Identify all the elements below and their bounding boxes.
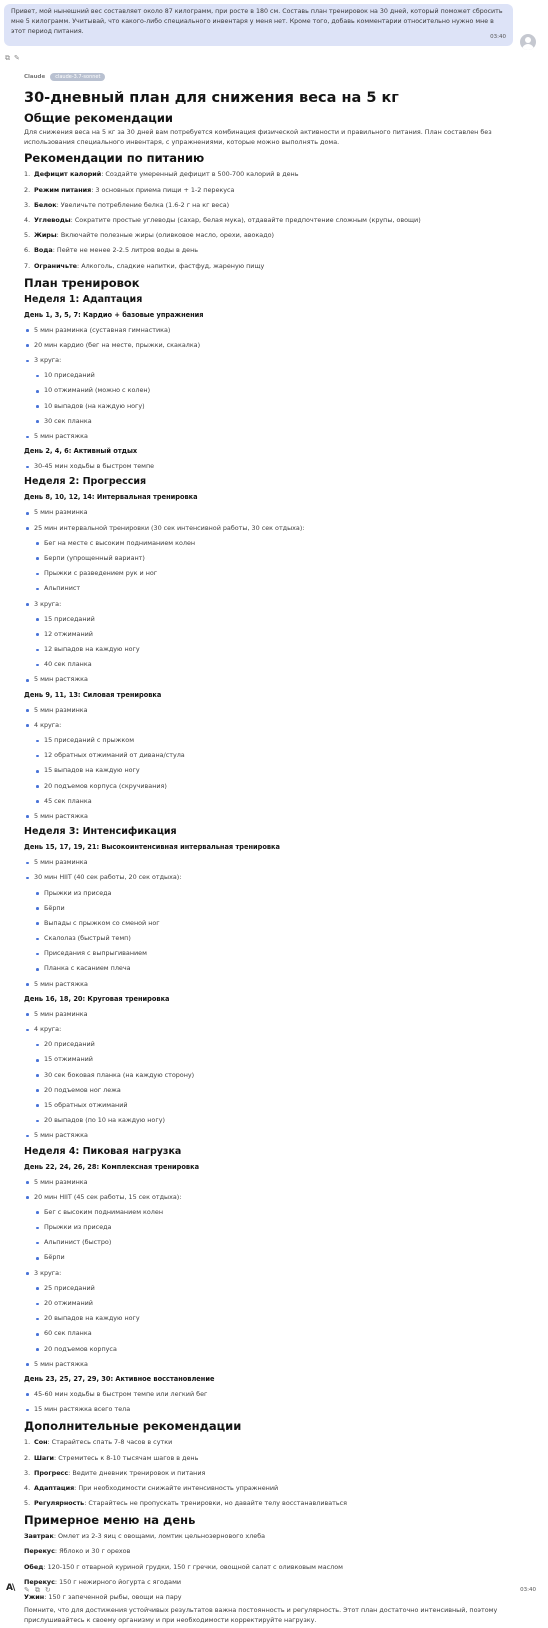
sub-list-item: 10 выпадов (на каждую ногу) bbox=[24, 399, 534, 414]
list-item: 3 круга: bbox=[24, 1266, 534, 1281]
item-key: Белок bbox=[34, 200, 57, 209]
item-key: Регулярность bbox=[34, 1499, 85, 1508]
user-message-actions bbox=[5, 54, 20, 63]
extra-item bbox=[24, 1481, 534, 1496]
copy-icon[interactable]: ⧉ bbox=[34, 1586, 40, 1594]
item-value: : Алкоголь, сладкие напитки, фастфуд, жареную пищу bbox=[77, 261, 265, 270]
assistant-name: Claude bbox=[24, 74, 46, 80]
nutrition-item bbox=[24, 259, 534, 274]
list-item: 4 круга: bbox=[24, 1022, 534, 1037]
item-value: : Старайтесь спать 7-8 часов в сутки bbox=[47, 1438, 173, 1447]
sub-list-item: Берпи (упрощенный вариант) bbox=[24, 551, 534, 566]
day-heading: День 2, 4, 6: Активный отдых bbox=[24, 447, 138, 456]
item-value: : Яблоко и 30 г орехов bbox=[54, 1547, 131, 1556]
general-heading: Общие рекомендации bbox=[24, 111, 173, 125]
item-value: : Ведите дневник тренировок и питания bbox=[68, 1468, 206, 1477]
menu-item bbox=[24, 1544, 534, 1559]
sub-list-item: 12 обратных отжиманий от дивана/стула bbox=[24, 748, 534, 763]
list-item: 5 мин разминка bbox=[24, 703, 534, 718]
day-heading: День 22, 24, 26, 28: Комплексная тренировка bbox=[24, 1162, 200, 1171]
week-heading: Неделя 3: Интенсификация bbox=[24, 826, 177, 838]
nutrition-item bbox=[24, 183, 534, 198]
nutrition-item bbox=[24, 167, 534, 182]
extra-item bbox=[24, 1451, 534, 1466]
sub-list-item: 30 сек боковая планка (на каждую сторону) bbox=[24, 1068, 534, 1083]
day-heading: День 16, 18, 20: Круговая тренировка bbox=[24, 994, 170, 1003]
sub-list-item: Альпинист (быстро) bbox=[24, 1235, 534, 1250]
sub-list-item: Прыжки с разведением рук и ног bbox=[24, 566, 534, 581]
item-key: Обед bbox=[24, 1562, 44, 1571]
day-heading: День 9, 11, 13: Силовая тренировка bbox=[24, 690, 162, 699]
list-item: 5 мин разминка bbox=[24, 1175, 534, 1190]
sub-list-item: 10 отжиманий (можно с колен) bbox=[24, 383, 534, 398]
extra-item bbox=[24, 1496, 534, 1511]
list-item: 30-45 мин ходьбы в быстром темпе bbox=[24, 459, 534, 474]
list-number: 3. bbox=[24, 200, 31, 209]
nutrition-item bbox=[24, 213, 534, 228]
page-title: 30-дневный план для снижения веса на 5 кг bbox=[24, 90, 399, 106]
item-key: Перекус bbox=[24, 1577, 55, 1586]
sub-list-item: Приседания с выпрыгиванием bbox=[24, 946, 534, 961]
sub-list-item: 20 подъемов ног лежа bbox=[24, 1083, 534, 1098]
item-key: Жиры bbox=[34, 231, 57, 240]
regenerate-icon[interactable]: ↻ bbox=[44, 1586, 51, 1594]
sub-list-item: 12 выпадов на каждую ногу bbox=[24, 642, 534, 657]
sub-list-item: 20 отжиманий bbox=[24, 1296, 534, 1311]
list-item: 20 мин HIIT (45 сек работы, 15 сек отдыха): bbox=[24, 1190, 534, 1205]
sub-list-item: 20 подъемов корпуса bbox=[24, 1342, 534, 1357]
sub-list-item: 30 сек планка bbox=[24, 414, 534, 429]
list-number: 5. bbox=[24, 231, 31, 240]
model-badge: claude-3.7-sonnet bbox=[50, 73, 105, 81]
nutrition-heading: Рекомендации по питанию bbox=[24, 151, 205, 166]
list-item: 5 мин разминка bbox=[24, 505, 534, 520]
item-value: : Стремитесь к 8-10 тысячам шагов в день bbox=[54, 1453, 199, 1462]
item-key: Сон bbox=[34, 1438, 48, 1447]
item-key: Режим питания bbox=[34, 185, 92, 194]
nutrition-item bbox=[24, 243, 534, 258]
menu-heading: Примерное меню на день bbox=[24, 1513, 196, 1528]
list-item: 5 мин растяжка bbox=[24, 672, 534, 687]
edit-icon[interactable]: ✎ bbox=[14, 54, 20, 62]
item-key: Вода bbox=[34, 246, 53, 255]
list-number: 1. bbox=[24, 170, 31, 179]
item-value: : Сократите простые углеводы (сахар, белая мука), отдавайте предпочтение сложным (крупы, овощи) bbox=[70, 215, 421, 224]
item-key: Прогресс bbox=[34, 1468, 69, 1477]
sub-list-item: Прыжки из приседа bbox=[24, 1220, 534, 1235]
item-key: Дефицит калорий bbox=[34, 170, 102, 179]
list-item: 20 мин кардио (бег на месте, прыжки, скакалка) bbox=[24, 338, 534, 353]
extra-heading: Дополнительные рекомендации bbox=[24, 1419, 242, 1434]
list-item: 3 круга: bbox=[24, 597, 534, 612]
item-key: Ужин bbox=[24, 1593, 45, 1602]
sub-list-item: 20 выпадов на каждую ногу bbox=[24, 1311, 534, 1326]
sub-list-item: 20 подъемов корпуса (скручивания) bbox=[24, 779, 534, 794]
day-heading: День 23, 25, 27, 29, 30: Активное восстановление bbox=[24, 1374, 215, 1383]
assistant-message-time: 03:40 bbox=[520, 1587, 536, 1593]
list-number: 4. bbox=[24, 215, 31, 224]
list-number: 1. bbox=[24, 1438, 31, 1447]
sub-list-item: 15 отжиманий bbox=[24, 1052, 534, 1067]
item-key: Завтрак bbox=[24, 1532, 54, 1541]
sub-list-item: 10 приседаний bbox=[24, 368, 534, 383]
sub-list-item: Бёрпи bbox=[24, 901, 534, 916]
sub-list-item: Бег на месте с высоким подниманием колен bbox=[24, 536, 534, 551]
list-item: 5 мин растяжка bbox=[24, 1128, 534, 1143]
item-key: Адаптация bbox=[34, 1483, 75, 1492]
list-number: 7. bbox=[24, 261, 31, 270]
list-item: 5 мин растяжка bbox=[24, 1357, 534, 1372]
week-heading: Неделя 1: Адаптация bbox=[24, 293, 143, 305]
assistant-response bbox=[24, 88, 534, 1628]
list-number: 6. bbox=[24, 246, 31, 255]
extra-item bbox=[24, 1435, 534, 1450]
day-heading: День 8, 10, 12, 14: Интервальная тренировка bbox=[24, 493, 198, 502]
sub-list-item: 20 приседаний bbox=[24, 1037, 534, 1052]
sub-list-item: 15 приседаний bbox=[24, 612, 534, 627]
sub-list-item: 40 сек планка bbox=[24, 657, 534, 672]
sub-list-item: 60 сек планка bbox=[24, 1326, 534, 1341]
item-value: : Создайте умеренный дефицит в 500-700 калорий в день bbox=[101, 170, 299, 179]
list-item: 5 мин растяжка bbox=[24, 429, 534, 444]
week-heading: Неделя 2: Прогрессия bbox=[24, 476, 147, 488]
sub-list-item: Выпады с прыжком со сменой ног bbox=[24, 916, 534, 931]
sub-list-item: 15 обратных отжиманий bbox=[24, 1098, 534, 1113]
item-value: : При необходимости снижайте интенсивность упражнений bbox=[74, 1483, 279, 1492]
user-message-bubble bbox=[4, 4, 513, 46]
list-item: 5 мин разминка bbox=[24, 855, 534, 870]
sub-list-item: Альпинист bbox=[24, 581, 534, 596]
day-heading: День 1, 3, 5, 7: Кардио + базовые упражнения bbox=[24, 310, 204, 319]
sub-list-item: Бёрпи bbox=[24, 1250, 534, 1265]
closing-text: Помните, что для достижения устойчивых результатов важна постоянность и регулярность. Этот план достаточно интенсивный, поэтому прислушивайтесь к своему организму и при необходимости корректируйте нагрузку. bbox=[24, 1606, 498, 1625]
item-value: : 150 г нежирного йогурта с ягодами bbox=[54, 1577, 182, 1586]
list-item: 25 мин интервальной тренировки (30 сек интенсивной работы, 30 сек отдыха): bbox=[24, 521, 534, 536]
general-text: Для снижения веса на 5 кг за 30 дней вам потребуется комбинация физической активности и правильного питания. План составлен без использования специального инвентаря, с упражнениями, которые можно выполнять дома. bbox=[24, 128, 492, 147]
sub-list-item: 15 приседаний с прыжком bbox=[24, 733, 534, 748]
item-value: : Увеличьте потребление белка (1.6-2 г на кг веса) bbox=[56, 200, 230, 209]
list-number: 4. bbox=[24, 1483, 31, 1492]
list-number: 2. bbox=[24, 1453, 31, 1462]
item-value: : 3 основных приема пищи + 1-2 перекуса bbox=[91, 185, 235, 194]
list-number: 5. bbox=[24, 1499, 31, 1508]
list-item: 15 мин растяжка всего тела bbox=[24, 1402, 534, 1417]
plan-heading: План тренировок bbox=[24, 275, 140, 290]
sub-list-item: 45 сек планка bbox=[24, 794, 534, 809]
item-value: : 150 г запеченной рыбы, овощи на пару bbox=[44, 1593, 182, 1602]
item-value: : 120-150 г отварной куриной грудки, 150 г гречки, овощной салат с оливковым маслом bbox=[43, 1562, 343, 1571]
item-value: : Включайте полезные жиры (оливковое масло, орехи, авокадо) bbox=[56, 231, 275, 240]
sub-list-item: 12 отжиманий bbox=[24, 627, 534, 642]
menu-item bbox=[24, 1560, 534, 1575]
user-message-text: Привет, мой нынешний вес составляет около 87 килограмм, при росте в 180 см. Составь план тренировок на 30 дней, который поможет сбросить мне 5 килограмм. Учитывай, что какого-либо специального инвентаря у меня нет. Кроме того, добавь комментарии относительно нужно мне в этот период питания. bbox=[11, 8, 503, 35]
list-number: 3. bbox=[24, 1468, 31, 1477]
list-item: 5 мин разминка bbox=[24, 1007, 534, 1022]
item-value: : Пейте не менее 2-2.5 литров воды в день bbox=[52, 246, 199, 255]
nutrition-item bbox=[24, 198, 534, 213]
item-value: : Омлет из 2-3 яиц с овощами, ломтик цельнозернового хлеба bbox=[53, 1532, 266, 1541]
anthropic-logo-icon: A\ bbox=[6, 1583, 15, 1593]
assistant-header bbox=[24, 73, 105, 81]
list-item: 5 мин разминка (суставная гимнастика) bbox=[24, 323, 534, 338]
user-avatar bbox=[520, 34, 536, 50]
edit-icon[interactable]: ✎ bbox=[24, 1586, 30, 1594]
item-key: Перекус bbox=[24, 1547, 55, 1556]
item-value: : Старайтесь не пропускать тренировки, но давайте телу восстанавливаться bbox=[84, 1499, 348, 1508]
item-key: Ограничьте bbox=[34, 261, 78, 270]
sub-list-item: Прыжки из приседа bbox=[24, 886, 534, 901]
day-heading: День 15, 17, 19, 21: Высокоинтенсивная интервальная тренировка bbox=[24, 843, 280, 852]
sub-list-item: 25 приседаний bbox=[24, 1281, 534, 1296]
sub-list-item: 15 выпадов на каждую ногу bbox=[24, 763, 534, 778]
sub-list-item: Планка с касанием плеча bbox=[24, 961, 534, 976]
list-item: 4 круга: bbox=[24, 718, 534, 733]
item-key: Шаги bbox=[34, 1453, 55, 1462]
list-item: 3 круга: bbox=[24, 353, 534, 368]
list-item: 5 мин растяжка bbox=[24, 809, 534, 824]
menu-item bbox=[24, 1529, 534, 1544]
sub-list-item: Бег с высоким подниманием колен bbox=[24, 1205, 534, 1220]
copy-icon[interactable]: ⧉ bbox=[5, 54, 10, 62]
response-footer bbox=[0, 1578, 548, 1600]
nutrition-item bbox=[24, 228, 534, 243]
user-message-time: 03:40 bbox=[490, 34, 506, 41]
list-item: 5 мин растяжка bbox=[24, 977, 534, 992]
sub-list-item: 20 выпадов (по 10 на каждую ногу) bbox=[24, 1113, 534, 1128]
list-item: 45-60 мин ходьбы в быстром темпе или легкий бег bbox=[24, 1387, 534, 1402]
item-key: Углеводы bbox=[34, 215, 71, 224]
extra-item bbox=[24, 1466, 534, 1481]
list-item: 30 мин HIIT (40 сек работы, 20 сек отдыха): bbox=[24, 870, 534, 885]
list-number: 2. bbox=[24, 185, 31, 194]
sub-list-item: Скалолаз (быстрый темп) bbox=[24, 931, 534, 946]
week-heading: Неделя 4: Пиковая нагрузка bbox=[24, 1145, 182, 1157]
